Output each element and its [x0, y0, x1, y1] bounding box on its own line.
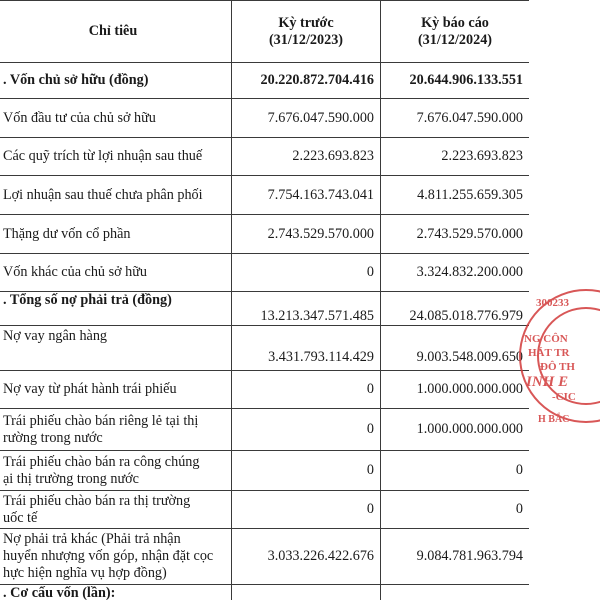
row-reporting-value: 24.085.018.776.979 [381, 292, 530, 326]
row-reporting-value: 2.743.529.570.000 [381, 215, 530, 254]
row-previous-value: 13.213.347.571.485 [232, 292, 381, 326]
row-previous-value: 7.676.047.590.000 [232, 99, 381, 138]
seal-line: INH E [526, 374, 569, 390]
table-row [0, 63, 529, 99]
row-reporting-value [381, 585, 530, 600]
row-previous-value: 0 [232, 254, 381, 292]
seal-line: -CIC [552, 391, 576, 403]
row-label [0, 409, 232, 451]
row-previous-value: 0 [232, 371, 381, 409]
row-label-line: huyển nhượng vốn góp, nhận đặt cọc [3, 548, 214, 564]
row-label-line: Nợ phải trả khác (Phải trả nhận [3, 531, 181, 547]
row-label-line: Trái phiếu chào bán ra thị trường [3, 492, 191, 509]
row-label: Các quỹ trích từ lợi nhuận sau thuế [0, 138, 232, 176]
seal-top-text: 300233 [536, 297, 569, 309]
row-previous-value [232, 585, 381, 600]
seal-line: ĐÔ TH [540, 361, 575, 373]
table-row [0, 326, 529, 371]
company-seal [516, 286, 600, 426]
row-label: . Tổng số nợ phải trả (đồng) [0, 292, 232, 326]
row-label-line: uốc tế [3, 509, 38, 526]
header-reporting-date: (31/12/2024) [417, 31, 493, 48]
row-previous-value: 7.754.163.743.041 [232, 176, 381, 215]
table-row [0, 371, 529, 409]
row-label: . Cơ cấu vốn (lần): [0, 585, 232, 600]
row-reporting-value: 7.676.047.590.000 [381, 99, 530, 138]
row-previous-value: 3.431.793.114.429 [232, 326, 381, 371]
row-label: . Vốn chủ sở hữu (đồng) [0, 63, 232, 99]
table-row [0, 176, 529, 215]
table-header-row [0, 1, 529, 63]
table-row [0, 585, 529, 600]
row-reporting-value: 9.003.548.009.650 [381, 326, 530, 371]
row-label-line: hực hiện nghĩa vụ hợp đồng) [3, 565, 167, 581]
row-previous-value: 0 [232, 451, 381, 491]
row-previous-value: 3.033.226.422.676 [232, 529, 381, 585]
row-label [0, 451, 232, 491]
table-row [0, 99, 529, 138]
row-reporting-value: 2.223.693.823 [381, 138, 530, 176]
row-reporting-value: 9.084.781.963.794 [381, 529, 530, 585]
seal-graphic [516, 286, 600, 426]
row-label [0, 529, 232, 585]
row-label: Nợ vay từ phát hành trái phiếu [0, 371, 232, 409]
row-previous-value: 2.223.693.823 [232, 138, 381, 176]
header-reporting-period [381, 1, 530, 63]
row-label-line: rường trong nước [3, 429, 103, 446]
table-row [0, 254, 529, 292]
row-label [0, 491, 232, 529]
row-label: Nợ vay ngân hàng [0, 326, 232, 371]
row-reporting-value: 0 [381, 491, 530, 529]
row-label-line: Trái phiếu chào bán riêng lẻ tại thị [3, 412, 199, 429]
row-label: Vốn khác của chủ sở hữu [0, 254, 232, 292]
header-previous-date: (31/12/2023) [268, 31, 344, 48]
table-row [0, 138, 529, 176]
row-reporting-value: 1.000.000.000.000 [381, 371, 530, 409]
table-row [0, 409, 529, 451]
seal-bottom-text: H BẮC [538, 414, 570, 425]
row-previous-value: 20.220.872.704.416 [232, 63, 381, 99]
row-label: Thặng dư vốn cổ phần [0, 215, 232, 254]
row-reporting-value: 3.324.832.200.000 [381, 254, 530, 292]
row-reporting-value: 4.811.255.659.305 [381, 176, 530, 215]
header-reporting-label: Kỳ báo cáo [421, 14, 489, 31]
row-label: Lợi nhuận sau thuế chưa phân phối [0, 176, 232, 215]
table-row [0, 292, 529, 326]
row-reporting-value: 1.000.000.000.000 [381, 409, 530, 451]
table-row [0, 491, 529, 529]
seal-line: HÁT TR [528, 347, 570, 359]
row-reporting-value: 20.644.906.133.551 [381, 63, 530, 99]
seal-line: NG CÔN [524, 333, 568, 345]
row-reporting-value: 0 [381, 451, 530, 491]
header-previous-period [232, 1, 381, 63]
row-previous-value: 0 [232, 409, 381, 451]
table-row [0, 529, 529, 585]
table-row [0, 451, 529, 491]
row-previous-value: 0 [232, 491, 381, 529]
header-indicator: Chỉ tiêu [0, 1, 232, 63]
table-row [0, 215, 529, 254]
header-previous-label: Kỳ trước [278, 14, 334, 31]
row-previous-value: 2.743.529.570.000 [232, 215, 381, 254]
row-label: Vốn đầu tư của chủ sở hữu [0, 99, 232, 138]
row-label-line: ại thị trường trong nước [3, 470, 139, 487]
row-label-line: Trái phiếu chào bán ra công chúng [3, 453, 200, 470]
